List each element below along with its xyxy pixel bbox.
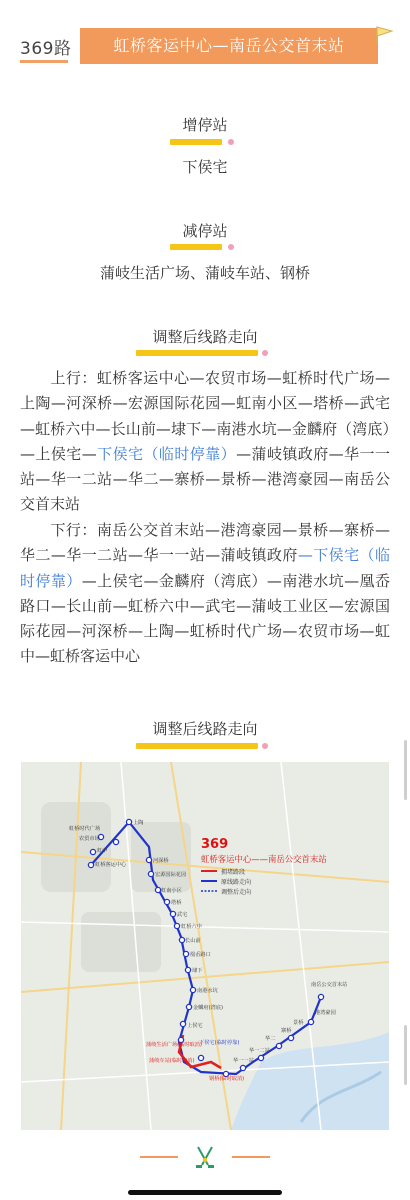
flag-icon — [374, 24, 396, 46]
removed-stops: 蒲岐生活广场、蒲岐车站、钢桥 — [99, 264, 310, 282]
svg-text:虹中: 虹中 — [97, 848, 108, 854]
route-map — [21, 762, 389, 1130]
svg-text:虹桥客运中心: 虹桥客运中心 — [95, 862, 127, 868]
svg-text:寨桥: 寨桥 — [281, 1028, 292, 1034]
map-route-title: 虹桥客运中心——南岳公交首末站 — [201, 854, 327, 864]
pink-dot — [228, 139, 234, 145]
pink-dot — [262, 743, 268, 749]
svg-text:钢桥(临时取消): 钢桥(临时取消) — [209, 1076, 245, 1082]
scrollbar[interactable] — [404, 740, 407, 800]
section-title-map: 调整后线路走向 — [152, 720, 258, 738]
svg-text:拥堵路段: 拥堵路段 — [221, 869, 246, 876]
section-bar — [170, 244, 222, 250]
section-title-removed: 减停站 — [182, 222, 228, 240]
footer-ornament — [0, 1143, 410, 1173]
section-title-adjusted: 调整后线路走向 — [152, 328, 258, 346]
svg-text:华二: 华二 — [265, 1036, 276, 1042]
section-bar — [170, 139, 222, 145]
svg-text:虹桥时代广场: 虹桥时代广场 — [69, 826, 101, 832]
down-route-paragraph — [20, 518, 390, 670]
down-route-highlight: —下侯宅（临时停靠） — [20, 546, 390, 590]
up-route-highlight: 下侯宅（临时停靠） — [96, 444, 237, 463]
svg-text:上陶: 上陶 — [133, 820, 144, 826]
svg-text:景桥: 景桥 — [293, 1020, 304, 1026]
svg-text:原线路走向: 原线路走向 — [221, 879, 252, 886]
svg-text:河深桥: 河深桥 — [153, 858, 169, 864]
route-number-underline — [20, 60, 68, 63]
pink-dot — [262, 350, 268, 356]
up-route-suffix: —蒲岐镇政府—华一一站—华一二站—华二—寨桥—景桥—港湾豪园—南岳公交首末站 — [20, 444, 390, 514]
svg-text:长山前: 长山前 — [185, 938, 201, 944]
section-bar — [136, 350, 258, 356]
pink-dot — [228, 244, 234, 250]
up-route-prefix: 上行：虹桥客运中心—农贸市场—虹桥时代广场—上陶—河深桥—宏源国际花园—虹南小区—塔桥—武宅—虹桥六中—长山前—埭下—南港水坑—金麟府（湾底）—上侯宅— — [20, 369, 390, 463]
svg-text:南港水坑: 南港水坑 — [197, 988, 218, 994]
svg-text:港湾豪园: 港湾豪园 — [315, 1010, 336, 1016]
down-route-suffix: —上侯宅—金麟府（湾底）—南港水坑—凰岙路口—长山前—虹桥六中—武宅—蒲岐工业区—宏源国际花园—河深桥—上陶—虹桥时代广场—农贸市场—虹中—虹桥客运中心 — [20, 571, 390, 666]
svg-text:凰岙路口: 凰岙路口 — [190, 952, 211, 958]
svg-text:虹桥六中: 虹桥六中 — [181, 924, 202, 930]
up-route-paragraph — [20, 366, 390, 518]
route-number: 369路 — [20, 39, 72, 59]
svg-text:上侯宅: 上侯宅 — [187, 1023, 203, 1029]
svg-text:华一二站: 华一二站 — [249, 1048, 270, 1054]
footer-line — [232, 1156, 270, 1158]
section-title-added: 增停站 — [182, 116, 228, 134]
route-title-banner — [80, 28, 378, 64]
svg-text:调整后走向: 调整后走向 — [221, 889, 252, 896]
route-header — [20, 28, 392, 66]
svg-text:蒲岐车站(临时取消): 蒲岐车站(临时取消) — [149, 1058, 195, 1064]
golf-icon — [190, 1143, 220, 1171]
svg-text:塔桥: 塔桥 — [171, 900, 182, 906]
svg-text:华一一站: 华一一站 — [233, 1058, 254, 1064]
footer-line — [140, 1156, 178, 1158]
route-title-text: 虹桥客运中心—南岳公交首末站 — [113, 36, 345, 55]
scrollbar[interactable] — [404, 1025, 407, 1085]
svg-text:金麟府(湾底): 金麟府(湾底) — [193, 1005, 223, 1011]
svg-text:下侯宅(临时停靠): 下侯宅(临时停靠) — [199, 1040, 240, 1046]
svg-text:蒲岐生活广场(临时取消): 蒲岐生活广场(临时取消) — [146, 1042, 202, 1048]
svg-text:虹南小区: 虹南小区 — [161, 888, 182, 894]
svg-text:宏源国际花园: 宏源国际花园 — [155, 872, 187, 878]
svg-text:南岳公交首末站: 南岳公交首末站 — [311, 982, 348, 988]
down-route-prefix: 下行：南岳公交首末站—港湾豪园—景桥—寨桥—华二—华一二站—华一一站—蒲岐镇政府 — [20, 521, 390, 565]
section-bar — [136, 743, 258, 749]
map-route-number: 369 — [201, 837, 229, 852]
svg-text:埭下: 埭下 — [192, 968, 203, 974]
added-stops: 下侯宅 — [182, 158, 228, 176]
home-indicator[interactable] — [128, 1190, 282, 1195]
svg-text:武宅: 武宅 — [177, 912, 188, 918]
svg-text:农贸市场: 农贸市场 — [79, 836, 100, 842]
